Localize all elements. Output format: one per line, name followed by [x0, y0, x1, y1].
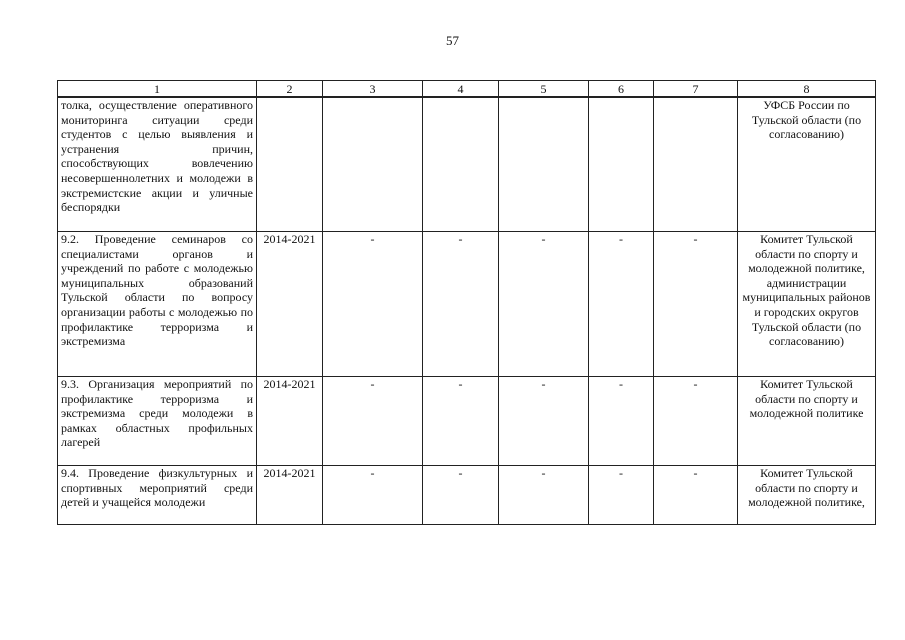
column-header: 5 [499, 81, 589, 98]
column-header: 3 [323, 81, 423, 98]
period-cell: 2014-2021 [257, 466, 323, 525]
value-cell: - [589, 377, 654, 466]
table-row [58, 377, 876, 466]
value-cell: - [589, 466, 654, 525]
value-cell: - [654, 377, 738, 466]
value-cell: - [323, 466, 423, 525]
column-header: 1 [58, 81, 257, 98]
responsible-cell: Комитет Тульской области по спорту и молодежной политике, администрации муниципальных районов и городских округов Тульской области (по согласованию) [738, 232, 876, 377]
value-cell: - [589, 232, 654, 377]
header-row [58, 81, 876, 98]
value-cell: - [323, 377, 423, 466]
table-row [58, 232, 876, 377]
table-row [58, 97, 876, 232]
value-cell: - [323, 232, 423, 377]
period-cell: 2014-2021 [257, 377, 323, 466]
responsible-cell: Комитет Тульской области по спорту и молодежной политике, [738, 466, 876, 525]
value-cell [589, 97, 654, 232]
page-number: 57 [446, 33, 459, 48]
value-cell: - [499, 232, 589, 377]
column-header: 6 [589, 81, 654, 98]
value-cell: - [423, 232, 499, 377]
value-cell [654, 97, 738, 232]
column-header: 8 [738, 81, 876, 98]
value-cell: - [423, 377, 499, 466]
column-header: 7 [654, 81, 738, 98]
value-cell: - [499, 377, 589, 466]
period-cell [257, 97, 323, 232]
value-cell: - [654, 232, 738, 377]
value-cell: - [654, 466, 738, 525]
column-header: 2 [257, 81, 323, 98]
value-cell [323, 97, 423, 232]
measure-description: толка, осуществление оперативного мониторинга ситуации среди студентов с целью выявления и устранения причин, способствующих вовлечению несовершеннолетних и молодежи в экстремистские акции и уличные беспорядки [58, 97, 257, 232]
measure-description: 9.4. Проведение физкультурных и спортивных мероприятий среди детей и учащейся молодежи [58, 466, 257, 525]
measure-description: 9.2. Проведение семинаров со специалистами органов и учреждений по работе с молодежью муниципальных образований Тульской области по вопросу организации работы с молодежью по профилактике терроризма и экстремизма [58, 232, 257, 377]
value-cell: - [423, 466, 499, 525]
responsible-cell: Комитет Тульской области по спорту и молодежной политике [738, 377, 876, 466]
value-cell [423, 97, 499, 232]
column-header: 4 [423, 81, 499, 98]
measure-description: 9.3. Организация мероприятий по профилактике терроризма и экстремизма среди молодежи в рамках областных профильных лагерей [58, 377, 257, 466]
program-table [57, 80, 876, 525]
value-cell [499, 97, 589, 232]
period-cell: 2014-2021 [257, 232, 323, 377]
responsible-cell: УФСБ России по Тульской области (по согласованию) [738, 97, 876, 232]
value-cell: - [499, 466, 589, 525]
table-row [58, 466, 876, 525]
